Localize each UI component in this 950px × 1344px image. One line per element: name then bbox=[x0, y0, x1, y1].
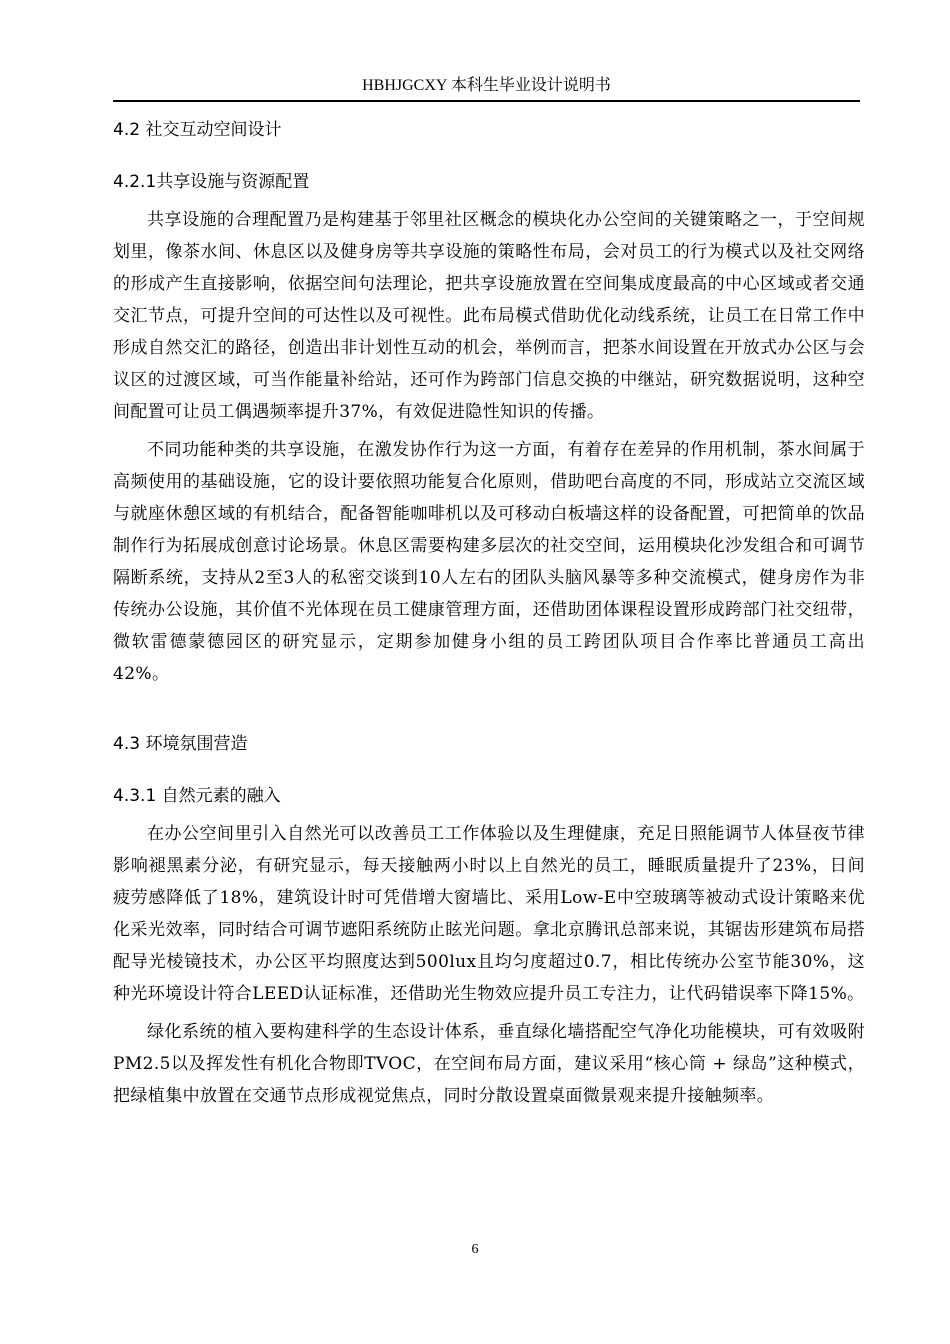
paragraph: 绿化系统的植入要构建科学的生态设计体系，垂直绿化墙搭配空气净化功能模块，可有效吸附PM2.5以及挥发性有机化合物即TVOC，在空间布局方面，建议采用“核心筒 + 绿岛”这种模式，把绿植集中放置在交通节点形成视觉焦点，同时分散设置桌面微景观来提升接触频率。 bbox=[113, 1022, 865, 1106]
section-heading-4-2: 4.2 社交互动空间设计 bbox=[113, 120, 282, 140]
page-content bbox=[113, 114, 865, 1112]
paragraph: 在办公空间里引入自然光可以改善员工工作体验以及生理健康，充足日照能调节人体昼夜节律影响褪黑素分泌，有研究显示，每天接触两小时以上自然光的员工，睡眠质量提升了23%，日间疲劳感降低了18%，建筑设计时可凭借增大窗墙比、采用Low-E中空玻璃等被动式设计策略来优化采光效率，同时结合可调节遮阳系统防止眩光问题。拿北京腾讯总部来说，其锯齿形建筑布局搭配导光棱镜技术，办公区平均照度达到500lux且均匀度超过0.7，相比传统办公室节能30%，这种光环境设计符合LEED认证标准，还借助光生物效应提升员工专注力，让代码错误率下降15%。 bbox=[113, 824, 865, 1004]
page-number: 6 bbox=[471, 1242, 479, 1257]
paragraph: 共享设施的合理配置乃是构建基于邻里社区概念的模块化办公空间的关键策略之一，于空间规划里，像茶水间、休息区以及健身房等共享设施的策略性布局，会对员工的行为模式以及社交网络的形成产生直接影响，依据空间句法理论，把共享设施放置在空间集成度最高的中心区域或者交通交汇节点，可提升空间的可达性以及可视性。此布局模式借助优化动线系统，让员工在日常工作中形成自然交汇的路径，创造出非计划性互动的机会，举例而言，把茶水间设置在开放式办公区与会议区的过渡区域，可当作能量补给站，还可作为跨部门信息交换的中继站，研究数据说明，这种空间配置可让员工偶遇频率提升37%，有效促进隐性知识的传播。 bbox=[113, 210, 865, 422]
subsection-heading-4-3-1: 4.3.1 自然元素的融入 bbox=[113, 786, 281, 806]
section-heading-4-3: 4.3 环境氛围营造 bbox=[113, 734, 248, 754]
page-header: HBHJGCXY 本科生毕业设计说明书 bbox=[113, 72, 860, 102]
subsection-heading-4-2-1: 4.2.1共享设施与资源配置 bbox=[113, 172, 310, 192]
paragraph: 不同功能种类的共享设施，在激发协作行为这一方面，有着存在差异的作用机制，茶水间属于高频使用的基础设施，它的设计要依照功能复合化原则，借助吧台高度的不同，形成站立交流区域与就座休憩区域的有机结合，配备智能咖啡机以及可移动白板墙这样的设备配置，可把简单的饮品制作行为拓展成创意讨论场景。休息区需要构建多层次的社交空间，运用模块化沙发组合和可调节隔断系统，支持从2至3人的私密交谈到10人左右的团队头脑风暴等多种交流模式，健身房作为非传统办公设施，其价值不光体现在员工健康管理方面，还借助团体课程设置形成跨部门社交纽带，微软雷德蒙德园区的研究显示，定期参加健身小组的员工跨团队项目合作率比普通员工高出42%。 bbox=[113, 440, 865, 684]
